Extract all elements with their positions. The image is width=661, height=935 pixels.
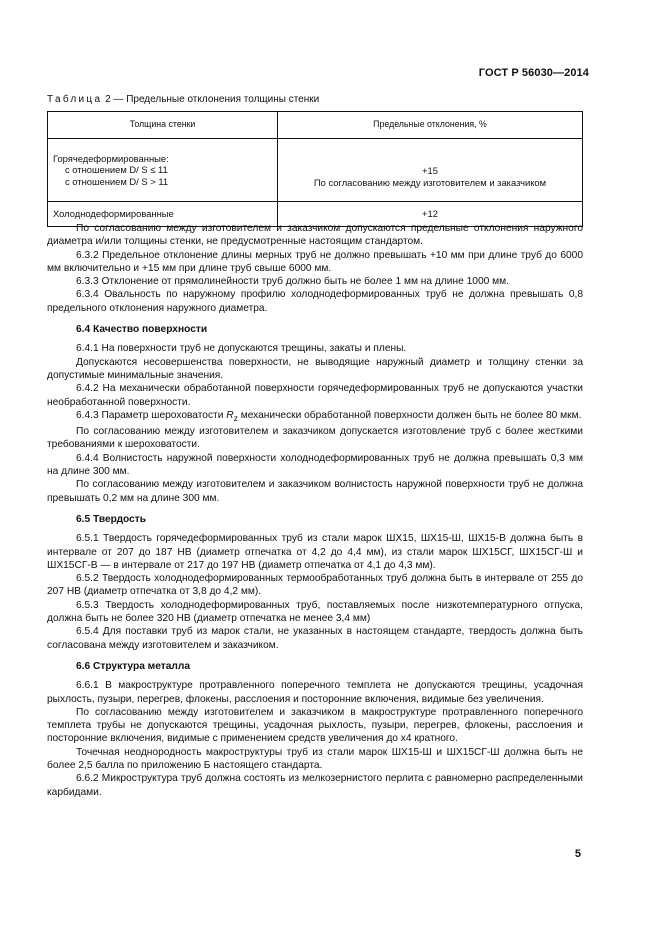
table-row xyxy=(48,139,583,202)
paragraph: Допускаются несовершенства поверхности, не выводящие наружный диаметр и толщину стенки за допустимые минимальные значения. xyxy=(47,356,583,381)
paragraph: По согласованию между изготовителем и заказчиком волнистость наружной поверхности труб не должна превышать 0,2 мм на длине 300 мм. xyxy=(47,479,583,504)
paragraph: 6.6.1 В макроструктуре протравленного поперечного темплета не допускаются трещины, усадочная рыхлость, пузыри, перегрев, флокены, расслоения и посторонние включения, видимые без увеличения. xyxy=(47,680,583,705)
table-caption-text: 2 — Предельные отклонения толщины стенки xyxy=(102,94,320,105)
paragraph: 6.3.2 Предельное отклонение длины мерных труб не должно превышать +10 мм при длине труб до 6000 мм включительно и +15 мм при длине труб свыше 6000 мм. xyxy=(47,249,583,274)
paragraph: 6.4.4 Волнистость наружной поверхности холоднодеформированных труб не должна превышать 0,3 мм на длине 300 мм. xyxy=(47,452,583,478)
table-cell-hot-tolerance xyxy=(278,139,583,202)
table-caption xyxy=(47,93,319,106)
cell-line: По согласованию между изготовителем и заказчиком xyxy=(313,176,547,188)
paragraph: 6.5.1 Твердость горячедеформированных труб из стали марок ШХ15, ШХ15-Ш, ШХ15-В должна быть в интервале от 207 до 187 НВ (диаметр отпечатка от 4,2 до 4,4 мм), из стали марок ШХ15СГ, ШХ15СГ-Ш и ШХ15СГ-В — в интервале от 217 до 197 НВ (диаметр отпечатка от 4,1 до 4,3 мм). xyxy=(47,533,583,571)
table-cell-cold-deformed: Холоднодеформированные xyxy=(48,202,278,227)
body-text xyxy=(47,222,583,799)
cell-line: с отношением D/ S ≤ 11 xyxy=(65,164,168,176)
cell-line: +15 xyxy=(422,165,438,176)
paragraph: 6.5.3 Твердость холоднодеформированных труб, поставляемых после низкотемпературного отпуска, должна быть не более 320 НВ (диаметр отпечатка не менее 3,4 мм) xyxy=(47,599,583,625)
table-cell-hot-deformed xyxy=(48,139,278,202)
paragraph: 6.3.3 Отклонение от прямолинейности труб должно быть не более 1 мм на длине 1000 мм. xyxy=(76,276,509,288)
cell-line: с отношением D/ S > 11 xyxy=(65,175,169,187)
paragraph: 6.5.2 Твердость холоднодеформированных термообработанных труб должна быть в интервале от 255 до 207 НВ (диаметр отпечатка от 3,8 до 4,2 мм). xyxy=(47,573,583,598)
column-header-tolerance: Предельные отклонения, % xyxy=(278,112,583,139)
paragraph: 6.4.2 На механически обработанной поверхности горячедеформированных труб не допускаются участки необработанной поверхности. xyxy=(47,383,583,408)
tolerance-table xyxy=(47,111,583,227)
paragraph: 6.3.4 Овальность по наружному профилю холоднодеформированных труб не должна превышать 0,8 предельного отклонения наружного диаметра. xyxy=(47,289,583,314)
paragraph: По согласованию между изготовителем и заказчиком допускается изготовление труб с более жесткими требованиями к шероховатости. xyxy=(47,426,583,451)
paragraph: 6.4.1 На поверхности труб не допускаются трещины, закаты и плены. xyxy=(76,343,407,355)
paragraph: 6.5.4 Для поставки труб из марок стали, не указанных в настоящем стандарте, твердость должна быть согласована между изготовителем и заказчиком. xyxy=(47,626,583,651)
paragraph: 6.6.2 Микроструктура труб должна состоять из мелкозернистого перлита с равномерно распределенными карбидами. xyxy=(47,773,583,798)
table-caption-prefix: Таблица xyxy=(47,94,103,105)
section-heading: 6.4 Качество поверхности xyxy=(76,324,208,336)
paragraph: Точечная неоднородность макроструктуры труб из стали марок ШХ15-Ш и ШХ15СГ-Ш должна быть не более 2,5 балла по приложению Б настоящего стандарта. xyxy=(47,746,583,772)
table-header-row xyxy=(48,112,583,139)
section-heading: 6.6 Структура металла xyxy=(76,660,191,672)
roughness-symbol: R xyxy=(226,409,234,421)
table-cell-cold-tolerance: +12 xyxy=(278,202,583,227)
paragraph-roughness: 6.4.3 Параметр шероховатости $R_z$ механически обработанной поверхности должен быть не более 80 мкм. xyxy=(76,409,582,423)
column-header-wall-thickness: Толщина стенки xyxy=(48,112,278,139)
page-number: 5 xyxy=(574,848,581,860)
paragraph: По согласованию между изготовителем и заказчиком допускаются предельные отклонения наружного диаметра и/или толщины стенки, не предусмотренные настоящим стандартом. xyxy=(47,223,583,248)
section-heading: 6.5 Твердость xyxy=(76,513,147,525)
roughness-subscript: z xyxy=(233,412,238,423)
cell-line: Горячедеформированные: xyxy=(53,152,169,164)
paragraph: По согласованию между изготовителем и заказчиком в макроструктуре протравленного поперечного темплета трубы не допускаются трещины, усадочная рыхлость, пузыри, перегрев, флокены, расслоения и посторонние включения, видимые с применением средств увеличения до х4 кратного. xyxy=(47,706,583,745)
document-code: ГОСТ Р 56030—2014 xyxy=(478,67,589,79)
